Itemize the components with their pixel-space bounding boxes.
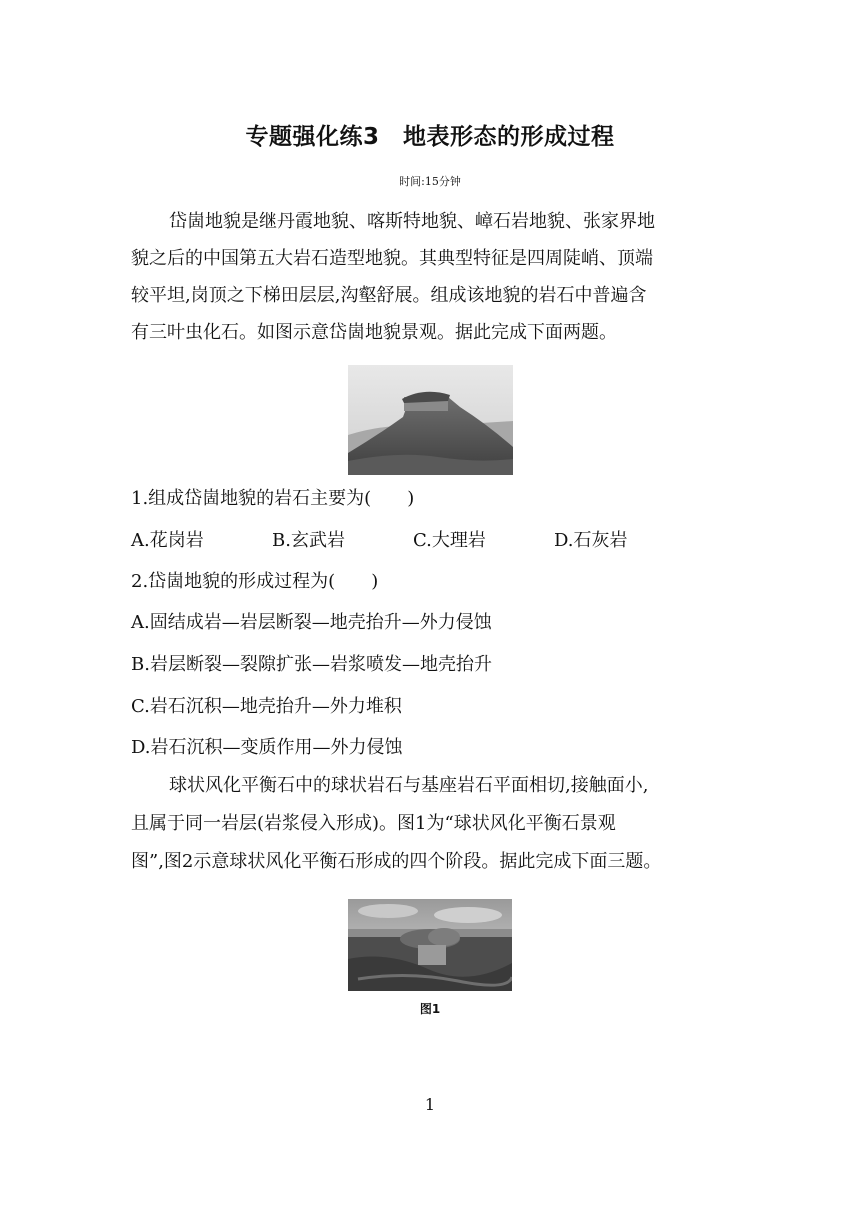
passage-line: 较平坦,岗顶之下梯田层层,沟壑舒展。组成该地貌的岩石中普遍含	[131, 285, 647, 306]
passage-line: 有三叶虫化石。如图示意岱崮地貌景观。据此完成下面两题。	[131, 322, 617, 343]
passage-daigu	[131, 203, 731, 351]
passage-line: 球状风化平衡石中的球状岩石与基座岩石平面相切,接触面小,	[169, 775, 649, 796]
q1-option-c[interactable]: C.大理岩	[413, 530, 486, 551]
daigu-landform-photo	[348, 365, 513, 475]
passage-line: 图”,图2示意球状风化平衡石形成的四个阶段。据此完成下面三题。	[131, 851, 662, 872]
q1-option-a[interactable]: A.花岗岩	[131, 530, 204, 551]
page-title: 专题强化练3 地表形态的形成过程	[245, 124, 615, 150]
q1-option-d[interactable]: D.石灰岩	[554, 530, 628, 551]
q2-option-d[interactable]: D.岩石沉积—变质作用—外力侵蚀	[131, 737, 403, 758]
page-number: 1	[424, 1095, 436, 1114]
question-2-stem: 2.岱崮地貌的形成过程为( )	[131, 571, 379, 592]
balancing-rock-image	[348, 899, 512, 991]
q2-option-b[interactable]: B.岩层断裂—裂隙扩张—岩浆喷发—地壳抬升	[131, 654, 492, 675]
passage-line: 且属于同一岩层(岩浆侵入形成)。图1为“球状风化平衡石景观	[131, 813, 616, 834]
balancing-rock-photo	[348, 899, 512, 991]
passage-line: 岱崮地貌是继丹霞地貌、喀斯特地貌、嶂石岩地貌、张家界地	[169, 211, 655, 232]
q2-option-a[interactable]: A.固结成岩—岩层断裂—地壳抬升—外力侵蚀	[131, 612, 492, 633]
daigu-landform-image	[348, 365, 513, 475]
passage-balancing-rock	[131, 767, 731, 881]
passage-line: 貌之后的中国第五大岩石造型地貌。其典型特征是四周陡峭、顶端	[131, 248, 653, 269]
question-1-stem: 1.组成岱崮地貌的岩石主要为( )	[131, 488, 415, 509]
time-limit: 时间:15分钟	[399, 175, 461, 188]
figure-1-caption: 图1	[419, 1002, 441, 1016]
q1-option-b[interactable]: B.玄武岩	[272, 530, 345, 551]
q2-option-c[interactable]: C.岩石沉积—地壳抬升—外力堆积	[131, 696, 402, 717]
